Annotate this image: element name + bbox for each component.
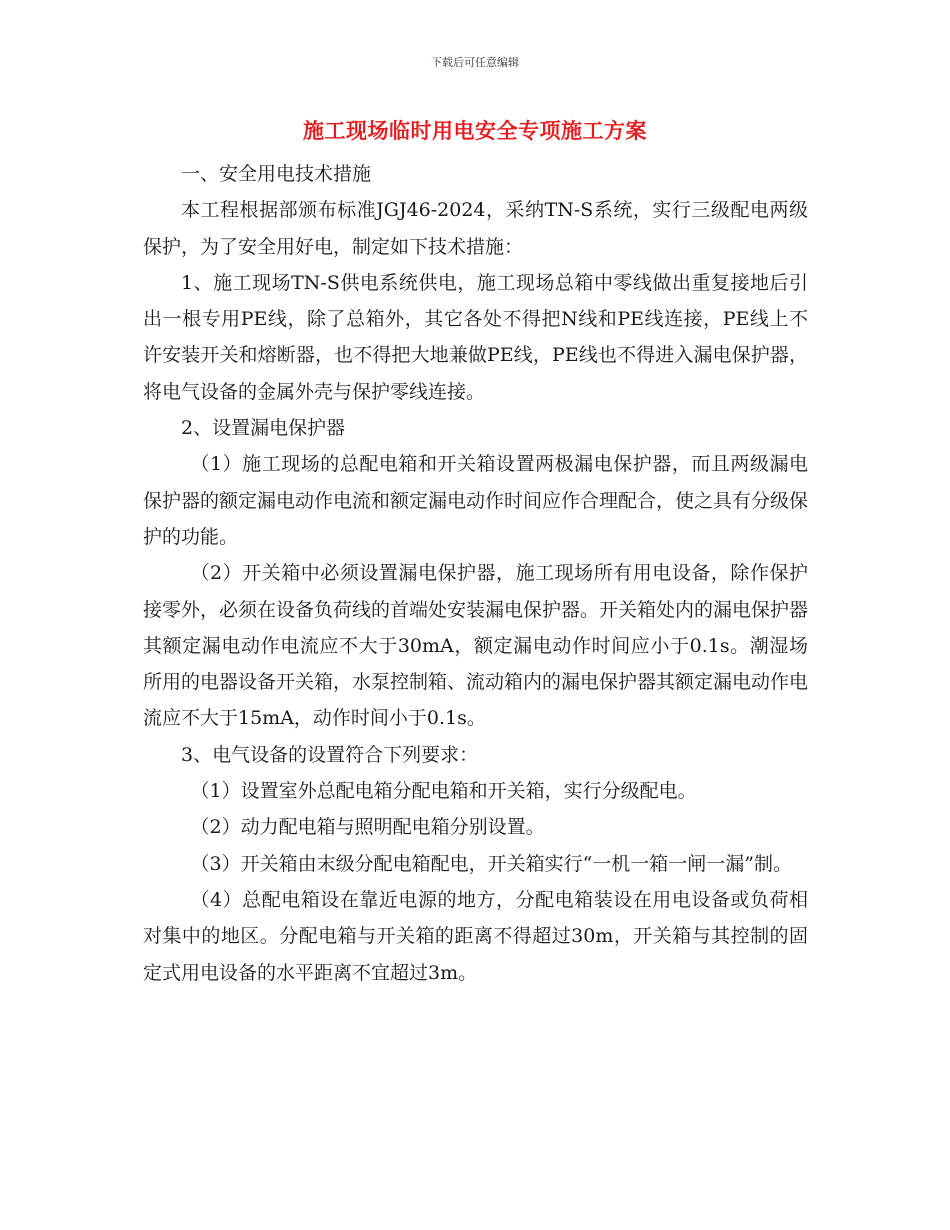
paragraph: （2）动力配电箱与照明配电箱分别设置。 <box>190 816 545 839</box>
document-body <box>143 156 808 991</box>
document-title: 施工现场临时用电安全专项施工方案 <box>303 119 647 143</box>
paragraph: 1、施工现场TN-S供电系统供电，施工现场总箱中零线做出重复接地后引出一根专用PE线，除了总箱外，其它各处不得把N线和PE线连接，PE线上不许安装开关和熔断器，也不得把大地兼做PE线，PE线也不得进入漏电保护器，将电气设备的金属外壳与保护零线连接。 <box>143 271 808 403</box>
paragraph: （3）开关箱由末级分配电箱配电，开关箱实行“一机一箱一闸一漏”制。 <box>190 852 793 875</box>
paragraph: （1）设置室外总配电箱分配电箱和开关箱，实行分级配电。 <box>190 780 697 803</box>
paragraph: （1）施工现场的总配电箱和开关箱设置两极漏电保护器，而且两级漏电保护器的额定漏电动作电流和额定漏电动作时间应作合理配合，使之具有分级保护的功能。 <box>143 453 809 548</box>
paragraph: （4）总配电箱设在靠近电源的地方，分配电箱装设在用电设备或负荷相对集中的地区。分配电箱与开关箱的距离不得超过30m，开关箱与其控制的固定式用电设备的水平距离不宜超过3m。 <box>143 888 808 984</box>
paragraph: 2、设置漏电保护器 <box>181 417 346 440</box>
section-heading: 一、安全用电技术措施 <box>181 163 372 185</box>
paragraph: 3、电气设备的设置符合下列要求： <box>181 743 479 766</box>
paragraph: （2）开关箱中必须设置漏电保护器，施工现场所有用电设备，除作保护接零外，必须在设备负荷线的首端处安装漏电保护器。开关箱处内的漏电保护器其额定漏电动作电流应不大于30mA，额定漏电动作时间应小于0.1s。潮湿场所用的电器设备开关箱，水泵控制箱、流动箱内的漏电保护器其额定漏电动作电流应不大于15mA，动作时间小于0.1s。 <box>143 562 809 730</box>
header-note: 下载后可任意编辑 <box>431 56 519 69</box>
paragraph: 本工程根据部颁布标准JGJ46-2024，采纳TN-S系统，实行三级配电两级保护，为了安全用好电，制定如下技术措施： <box>143 199 808 258</box>
